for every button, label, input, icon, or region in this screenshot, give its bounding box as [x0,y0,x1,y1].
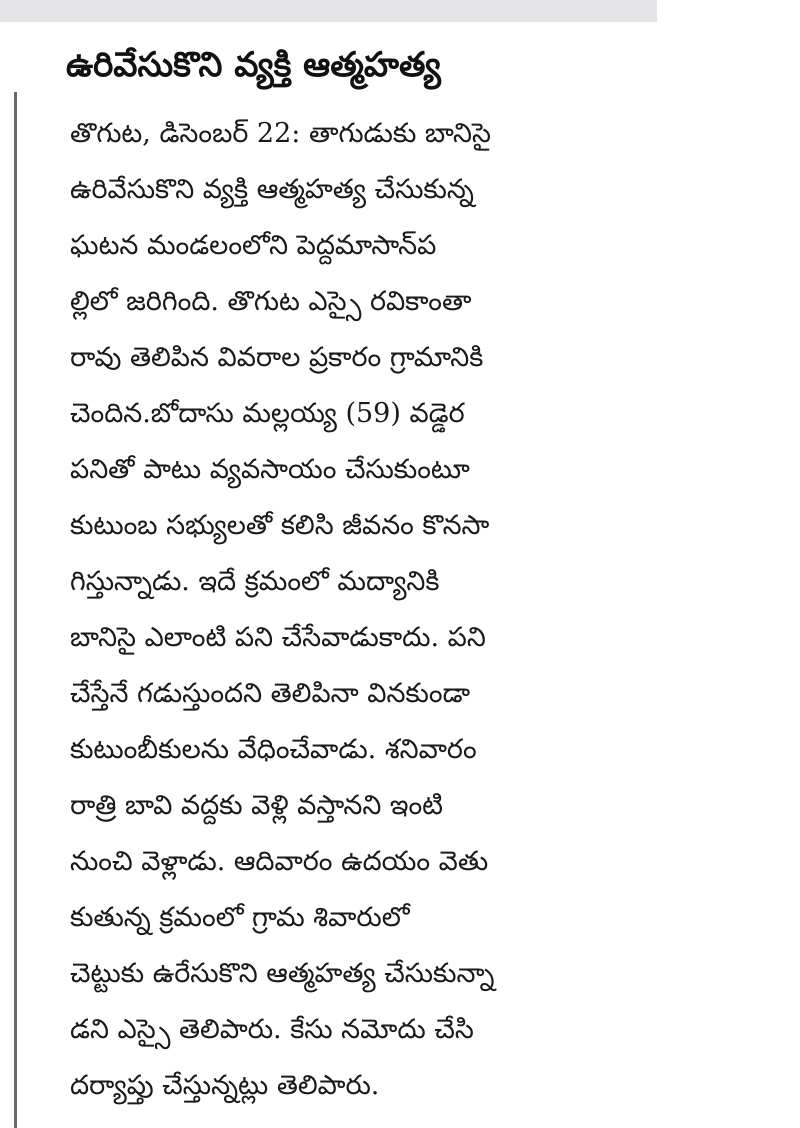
article-line: చెందిన.బోదాసు మల్లయ్య (59) వడ్డెర [70,398,465,429]
page-margin [657,0,800,1128]
previous-article-edge [0,0,657,22]
article-line: ల్లిలో జరిగింది. తొగుట ఎస్సై రవికాంతా [70,286,472,317]
article-line: కుతున్న క్రమంలో గ్రామ శివారులో [70,902,410,933]
article-line: ఘటన మండలంలోని పెద్దమాసాన్‌ప [70,230,437,261]
article-line: కుటుంబీకులను వేధించేవాడు. శనివారం [70,734,477,765]
article-line: ఉరివేసుకొని వ్యక్తి ఆత్మహత్య చేసుకున్న [70,174,474,205]
article-line: దర్యాప్తు చేస్తున్నట్లు తెలిపారు. [70,1070,380,1101]
article-line: డని ఎస్సై తెలిపారు. కేసు నమోదు చేసి [70,1014,474,1045]
article-line: తొగుట, డిసెంబర్ 22: తాగుడుకు బానిసై [70,118,491,149]
article-line: బానిసై ఎలాంటి పని చేసేవాడుకాదు. పని [70,622,486,653]
article-line: చెట్టుకు ఉరేసుకొని ఆత్మహత్య చేసుకున్నా [70,958,495,989]
article-line: కుటుంబ సభ్యులతో కలిసి జీవనం కొనసా [70,510,490,541]
article-body [70,106,660,1114]
article-line: గిస్తున్నాడు. ఇదే క్రమంలో మద్యానికి [70,566,440,597]
article-line: చేస్తేనే గడుస్తుందని తెలిపినా వినకుండా [70,678,471,709]
article-line: రాత్రి బావి వద్దకు వెళ్లి వస్తానని ఇంటి [70,790,443,821]
column-divider [14,92,17,1128]
headline: ఉరివేసుకొని వ్యక్తి ఆత్మహత్య [66,45,441,85]
article-line: రావు తెలిపిన వివరాల ప్రకారం గ్రామానికి [70,342,484,373]
article-line: పనితో పాటు వ్యవసాయం చేసుకుంటూ [70,454,470,485]
article-line: నుంచి వెళ్లాడు. ఆదివారం ఉదయం వెతు [70,846,489,877]
